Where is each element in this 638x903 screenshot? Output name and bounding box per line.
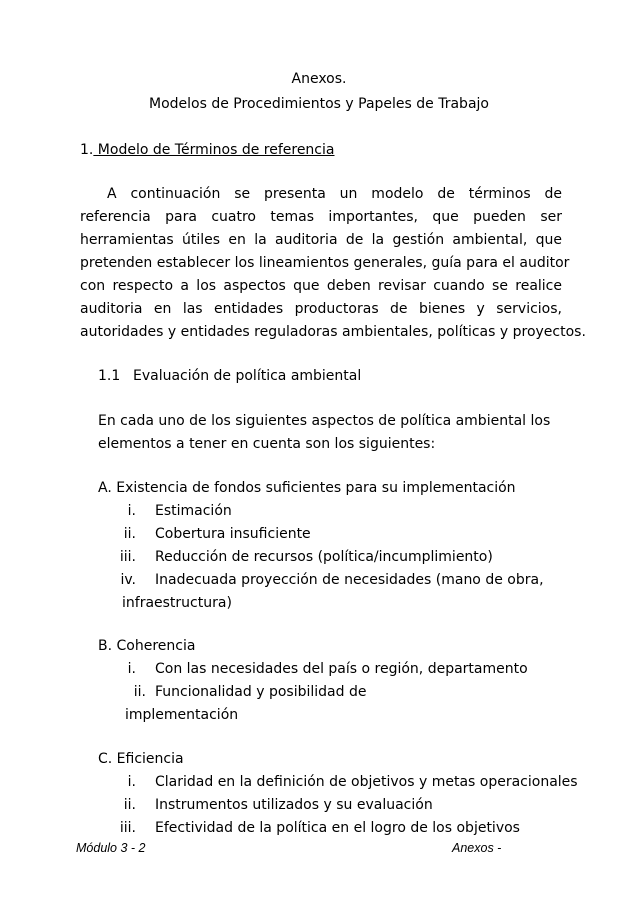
list-item-text: Cobertura insuficiente	[155, 526, 311, 542]
list-item-number: i.	[127, 774, 136, 790]
list-item-text: Estimación	[155, 503, 232, 519]
subsection-heading: Evaluación de política ambiental	[133, 368, 362, 384]
list-item-text: Con las necesidades del país o región, departamento	[155, 661, 528, 677]
subsection-intro-line: En cada uno de los siguientes aspectos de política ambiental los	[98, 413, 551, 429]
paragraph-line: herramientas útiles en la auditoria de la gestión ambiental, que	[80, 232, 562, 248]
paragraph-line: pretenden establecer los lineamientos generales, guía para el auditor	[80, 255, 570, 271]
list-item-continuation: infraestructura)	[122, 595, 232, 611]
document-title: Anexos.	[291, 71, 347, 87]
list-item-number: i.	[127, 661, 136, 677]
list-item-number: iii.	[119, 549, 136, 565]
document-subtitle: Modelos de Procedimientos y Papeles de Trabajo	[149, 96, 489, 112]
footer-section-label: Anexos -	[452, 841, 502, 855]
paragraph-line: con respecto a los aspectos que deben revisar cuando se realice	[80, 278, 562, 294]
section-1-heading-text: Modelo de Términos de referencia	[93, 142, 335, 158]
list-item-text: Funcionalidad y posibilidad de	[155, 684, 367, 700]
section-b-title: B. Coherencia	[98, 638, 196, 654]
list-item-number: ii.	[123, 797, 136, 813]
subsection-number: 1.1	[98, 368, 121, 384]
list-item-text: Claridad en la definición de objetivos y metas operacionales	[155, 774, 578, 790]
list-item-number: iv.	[120, 572, 136, 588]
section-a-title: A. Existencia de fondos suficientes para su implementación	[98, 480, 516, 496]
section-1-number: 1.	[80, 142, 94, 158]
list-item-text: Efectividad de la política en el logro de los objetivos	[155, 820, 520, 836]
list-item-text: Instrumentos utilizados y su evaluación	[155, 797, 433, 813]
list-item-number: i.	[127, 503, 136, 519]
section-1-heading	[80, 142, 334, 158]
list-item-number: iii.	[119, 820, 136, 836]
list-item-text: Reducción de recursos (política/incumplimiento)	[155, 549, 493, 565]
list-item-number: ii.	[123, 526, 136, 542]
paragraph-line: autoridades y entidades reguladoras ambientales, políticas y proyectos.	[80, 324, 586, 340]
list-item-text: Inadecuada proyección de necesidades (mano de obra,	[155, 572, 544, 588]
list-item-number: ii.	[133, 684, 146, 700]
subsection-intro-line: elementos a tener en cuenta son los siguientes:	[98, 436, 436, 452]
list-item-continuation: implementación	[125, 707, 239, 723]
paragraph-line: referencia para cuatro temas importantes, que pueden ser	[80, 209, 562, 225]
section-c-title: C. Eficiencia	[98, 751, 184, 767]
footer-module-label: Módulo 3 - 2	[76, 841, 146, 855]
paragraph-line: auditoria en las entidades productoras de bienes y servicios,	[80, 301, 562, 317]
paragraph-line: A continuación se presenta un modelo de términos de	[107, 186, 562, 202]
